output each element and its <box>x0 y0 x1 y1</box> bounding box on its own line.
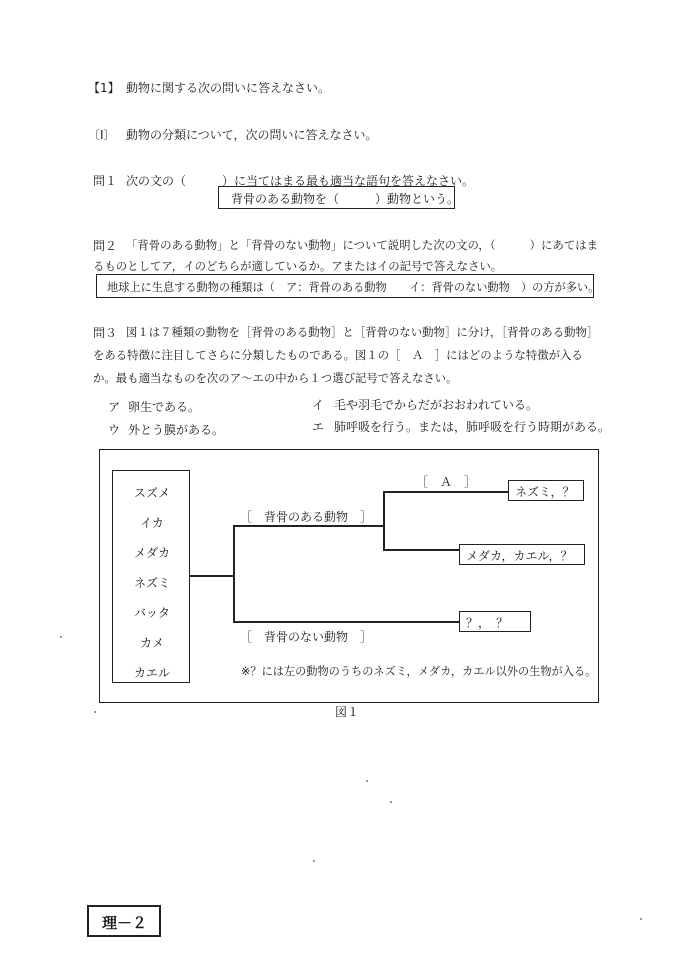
result-box-other-vertebrates: メダカ，カエル，？ <box>459 544 585 565</box>
page-label-box <box>87 905 161 937</box>
q2-sentence: 地球上に生息する動物の種類は（ ア：背骨のある動物 イ：背骨のない動物 ）の方が多い。 <box>107 281 600 294</box>
animal-list-box <box>112 470 190 683</box>
figure-note: ※？には左の動物のうちのネズミ，メダカ，カエル以外の生物が入る。 <box>241 665 597 678</box>
invertebrate-label: ［ 背骨のない動物 ］ <box>240 630 373 644</box>
q3-line3: か。最も適当なものを次のア～エの中から１つ選び記号で答えなさい。 <box>93 371 458 385</box>
q1-prompt: 次の文の（ ）に当てはまる最も適当な語句を答えなさい。 <box>126 174 475 188</box>
part-text: 動物の分類について，次の問いに答えなさい。 <box>126 128 378 142</box>
q2-line2: るものとしてア，イのどちらが適しているか。アまたはイの記号で答えなさい。 <box>93 259 503 273</box>
scan-speck <box>313 860 315 862</box>
vertebrate-label: ［ 背骨のある動物 ］ <box>240 510 373 524</box>
tree-line <box>383 549 459 551</box>
q2-line1: 「背骨のある動物」と「背骨のない動物」について説明した次の文の，（ ）にあてはま <box>126 238 599 252</box>
tree-line <box>233 621 459 623</box>
option-i-text: 毛や羽毛でからだがおおわれている。 <box>334 398 539 412</box>
scan-speck <box>366 780 368 782</box>
q1-sentence: 背骨のある動物を（ ）動物という。 <box>231 192 460 206</box>
animal-item: スズメ <box>133 486 170 500</box>
animal-item: バッタ <box>133 606 170 620</box>
figure-frame <box>99 449 599 703</box>
q1-sentence-box <box>218 186 460 209</box>
figure-caption: 図１ <box>335 705 360 719</box>
result-box-mammal: ネズミ，？ <box>508 480 584 501</box>
tree-line <box>383 491 385 550</box>
scan-speck <box>94 711 96 713</box>
option-a-text: 卵生である。 <box>128 400 201 414</box>
option-i-key: イ <box>312 398 325 412</box>
option-e-text: 肺呼吸を行う。または，肺呼吸を行う時期がある。 <box>334 420 611 434</box>
q1-number: 問１ <box>93 174 118 188</box>
section-text: 動物に関する次の問いに答えなさい。 <box>126 81 331 95</box>
animal-item: メダカ <box>133 546 170 560</box>
q3-line1: 図１は７種類の動物を［背骨のある動物］と［背骨のない動物］に分け，［背骨のある動物］ <box>126 325 599 339</box>
animal-item: ネズミ <box>133 576 170 590</box>
result-box-invertebrates: ？， ？ <box>459 611 531 632</box>
option-u-key: ウ <box>108 423 121 437</box>
option-e-key: エ <box>312 420 325 434</box>
scan-speck <box>390 801 392 803</box>
part-number: 〔Ⅰ〕 <box>88 128 116 142</box>
page-label: 理－２ <box>102 914 148 932</box>
q3-number: 問３ <box>93 326 118 340</box>
option-a-key: ア <box>108 400 121 414</box>
scan-speck <box>640 918 642 920</box>
option-u-text: 外とう膜がある。 <box>128 423 225 437</box>
section-number: 【1】 <box>88 81 120 95</box>
tree-line <box>383 491 509 493</box>
tree-line <box>233 525 235 622</box>
tree-line <box>190 575 234 577</box>
animal-item: カエル <box>133 666 170 680</box>
tree-line <box>233 525 384 527</box>
q2-sentence-box <box>96 274 600 298</box>
a-label: ［ Ａ ］ <box>416 475 477 489</box>
scan-speck <box>60 636 62 638</box>
animal-item: イカ <box>140 516 164 530</box>
q3-line2: をある特徴に注目してさらに分類したものである。図１の［ Ａ ］にはどのような特徴が入る <box>93 348 583 362</box>
animal-item: カメ <box>139 636 164 650</box>
q2-number: 問２ <box>93 239 118 253</box>
